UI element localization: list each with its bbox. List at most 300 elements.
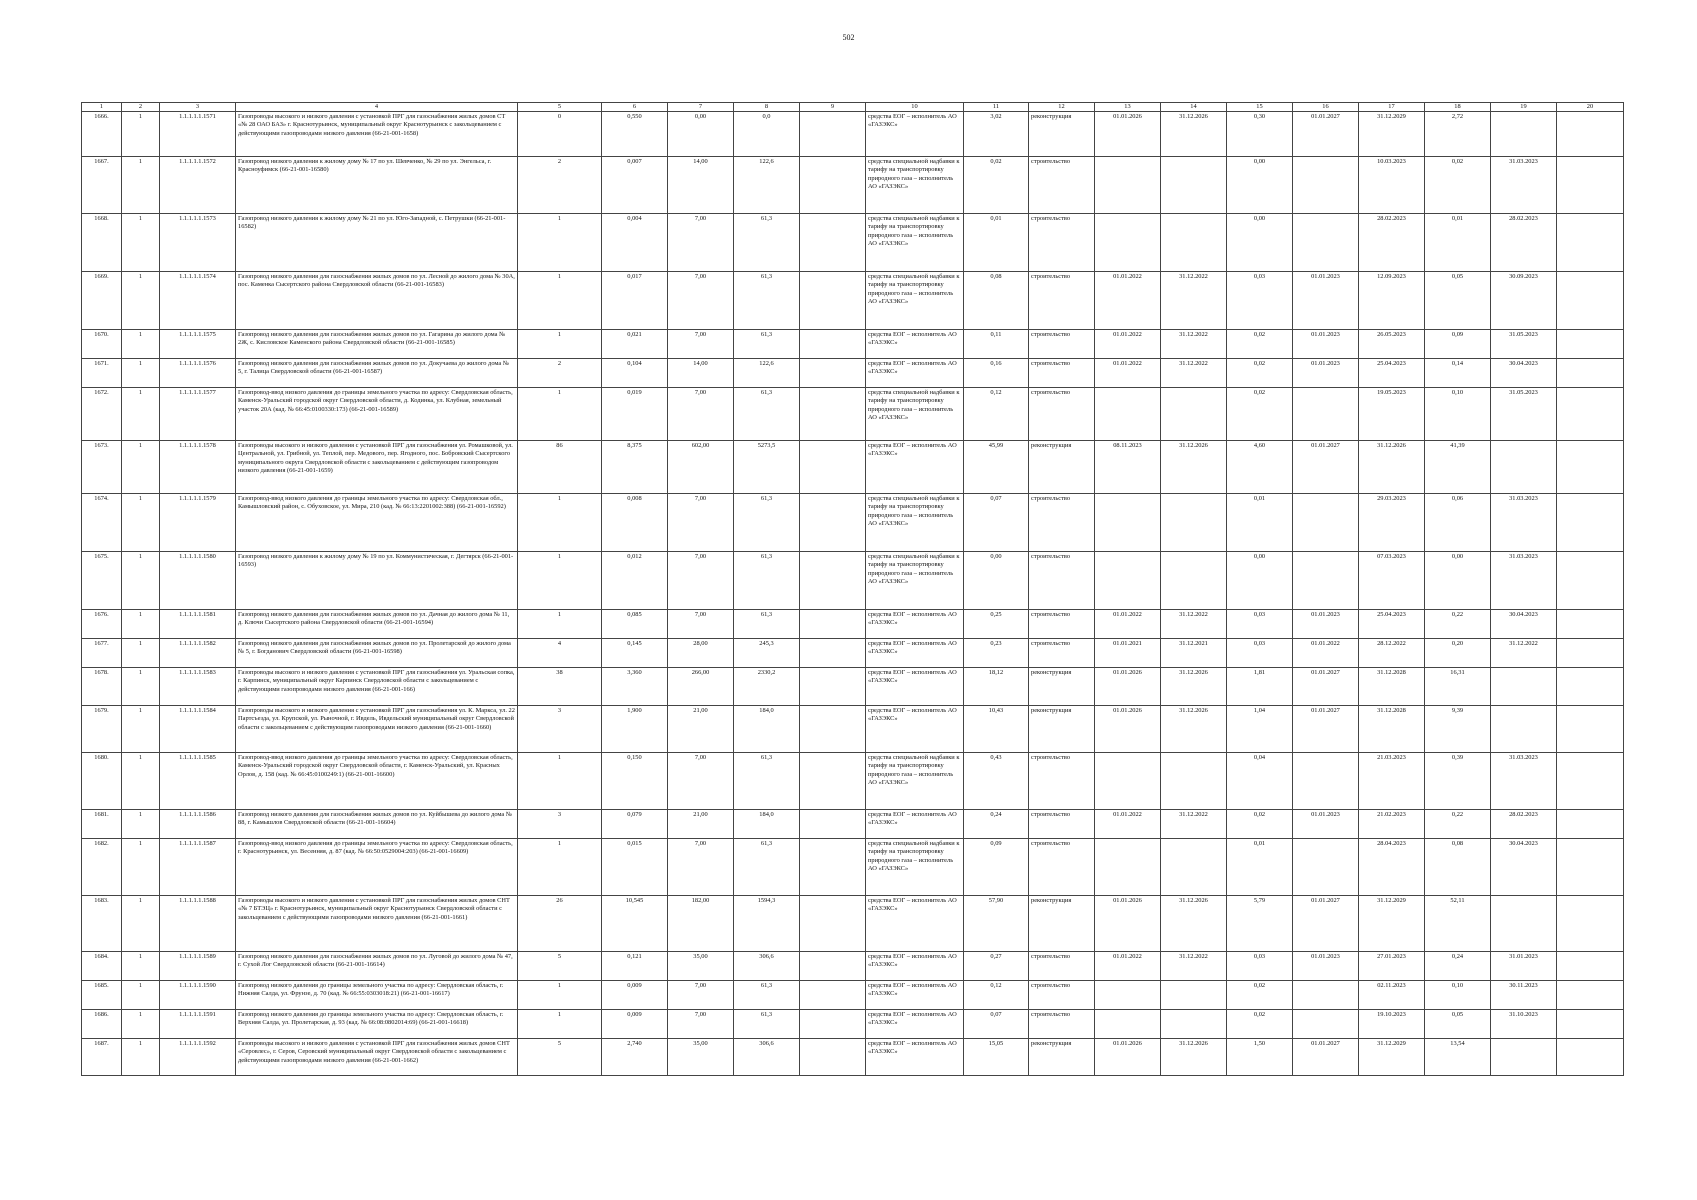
cell-c18: 0,05 bbox=[1425, 272, 1491, 330]
cell-c19 bbox=[1491, 112, 1557, 157]
table-row bbox=[82, 494, 1624, 552]
cell-c18: 0,08 bbox=[1425, 839, 1491, 896]
cell-number: 1673. bbox=[82, 441, 122, 494]
cell-c11: 45,99 bbox=[964, 441, 1029, 494]
cell-c6: 8,375 bbox=[602, 441, 668, 494]
cell-c8: 306,6 bbox=[734, 952, 800, 981]
cell-quantity: 1 bbox=[122, 896, 160, 952]
cell-funding-source: средства специальной надбавки к тарифу на транспортировку природного газа – исполнитель АО «ГАЗЭКС» bbox=[866, 157, 964, 214]
table-row bbox=[82, 441, 1624, 494]
cell-funding-source: средства ЕОГ – исполнитель АО «ГАЗЭКС» bbox=[866, 441, 964, 494]
cell-c8: 61,3 bbox=[734, 330, 800, 359]
cell-c9 bbox=[800, 981, 866, 1010]
cell-c7: 7,00 bbox=[668, 552, 734, 610]
cell-c5: 2 bbox=[518, 359, 602, 388]
cell-work-type: строительство bbox=[1029, 552, 1095, 610]
cell-c6: 0,150 bbox=[602, 753, 668, 810]
cell-c19: 31.10.2023 bbox=[1491, 1010, 1557, 1039]
cell-object-name: Газопровод-ввод низкого давления до границы земельного участка по адресу: Свердловская область, Каменск-Уральский городской округ Свердловской области, д. Кодинка, ул. Клубная, земельный участок 20А (кад. № 66:45:0100330:173) (66-21-001-16589) bbox=[236, 388, 518, 441]
cell-c20 bbox=[1557, 112, 1624, 157]
cell-quantity: 1 bbox=[122, 359, 160, 388]
cell-c6: 10,545 bbox=[602, 896, 668, 952]
cell-c17: 28.02.2023 bbox=[1359, 214, 1425, 272]
cell-quantity: 1 bbox=[122, 981, 160, 1010]
cell-c20 bbox=[1557, 639, 1624, 668]
table-row bbox=[82, 668, 1624, 706]
cell-code: 1.1.1.1.1.1576 bbox=[160, 359, 236, 388]
cell-start-date bbox=[1095, 214, 1161, 272]
cell-funding-source: средства ЕОГ – исполнитель АО «ГАЗЭКС» bbox=[866, 896, 964, 952]
cell-c17: 31.12.2028 bbox=[1359, 706, 1425, 753]
cell-c8: 184,0 bbox=[734, 810, 800, 839]
cell-c5: 3 bbox=[518, 810, 602, 839]
cell-number: 1684. bbox=[82, 952, 122, 981]
cell-quantity: 1 bbox=[122, 810, 160, 839]
cell-number: 1669. bbox=[82, 272, 122, 330]
cell-c9 bbox=[800, 214, 866, 272]
cell-number: 1676. bbox=[82, 610, 122, 639]
cell-c6: 2,740 bbox=[602, 1039, 668, 1076]
cell-c11: 0,00 bbox=[964, 552, 1029, 610]
cell-c20 bbox=[1557, 359, 1624, 388]
cell-c16 bbox=[1293, 1010, 1359, 1039]
cell-start-date: 01.01.2022 bbox=[1095, 272, 1161, 330]
cell-c15: 0,03 bbox=[1227, 639, 1293, 668]
cell-code: 1.1.1.1.1.1586 bbox=[160, 810, 236, 839]
cell-c8: 306,6 bbox=[734, 1039, 800, 1076]
cell-c9 bbox=[800, 388, 866, 441]
cell-c15: 0,02 bbox=[1227, 359, 1293, 388]
cell-c11: 0,11 bbox=[964, 330, 1029, 359]
cell-c17: 31.12.2026 bbox=[1359, 441, 1425, 494]
cell-number: 1682. bbox=[82, 839, 122, 896]
cell-quantity: 1 bbox=[122, 272, 160, 330]
cell-code: 1.1.1.1.1.1571 bbox=[160, 112, 236, 157]
cell-c6: 0,007 bbox=[602, 157, 668, 214]
cell-c18: 0,10 bbox=[1425, 388, 1491, 441]
cell-c15: 0,02 bbox=[1227, 1010, 1293, 1039]
cell-number: 1672. bbox=[82, 388, 122, 441]
cell-end-date bbox=[1161, 981, 1227, 1010]
cell-c9 bbox=[800, 112, 866, 157]
cell-c17: 10.03.2023 bbox=[1359, 157, 1425, 214]
cell-c19: 31.03.2023 bbox=[1491, 753, 1557, 810]
column-number-3: 3 bbox=[160, 103, 236, 112]
cell-funding-source: средства ЕОГ – исполнитель АО «ГАЗЭКС» bbox=[866, 359, 964, 388]
cell-funding-source: средства специальной надбавки к тарифу на транспортировку природного газа – исполнитель АО «ГАЗЭКС» bbox=[866, 839, 964, 896]
cell-c17: 28.04.2023 bbox=[1359, 839, 1425, 896]
cell-end-date bbox=[1161, 157, 1227, 214]
table-row bbox=[82, 1039, 1624, 1076]
cell-end-date: 31.12.2026 bbox=[1161, 441, 1227, 494]
cell-code: 1.1.1.1.1.1577 bbox=[160, 388, 236, 441]
cell-work-type: строительство bbox=[1029, 272, 1095, 330]
cell-c11: 0,02 bbox=[964, 157, 1029, 214]
cell-c19: 31.05.2023 bbox=[1491, 388, 1557, 441]
cell-quantity: 1 bbox=[122, 610, 160, 639]
cell-c7: 7,00 bbox=[668, 981, 734, 1010]
cell-number: 1681. bbox=[82, 810, 122, 839]
cell-c6: 0,009 bbox=[602, 981, 668, 1010]
cell-code: 1.1.1.1.1.1581 bbox=[160, 610, 236, 639]
column-number-18: 18 bbox=[1425, 103, 1491, 112]
cell-code: 1.1.1.1.1.1575 bbox=[160, 330, 236, 359]
cell-c5: 86 bbox=[518, 441, 602, 494]
cell-quantity: 1 bbox=[122, 388, 160, 441]
cell-start-date: 01.01.2026 bbox=[1095, 668, 1161, 706]
cell-start-date: 01.01.2026 bbox=[1095, 112, 1161, 157]
table-row bbox=[82, 359, 1624, 388]
cell-c18: 41,39 bbox=[1425, 441, 1491, 494]
cell-c6: 0,145 bbox=[602, 639, 668, 668]
cell-c5: 1 bbox=[518, 1010, 602, 1039]
cell-work-type: строительство bbox=[1029, 981, 1095, 1010]
cell-c8: 1594,3 bbox=[734, 896, 800, 952]
cell-c16: 01.01.2023 bbox=[1293, 272, 1359, 330]
table-row bbox=[82, 810, 1624, 839]
cell-object-name: Газопровод низкого давления до границы земельного участка по адресу: Свердловская область, г. Нижняя Салда, ул. Фрунзе, д. 70 (кад. № 66:55:0303018:21) (66-21-001-16617) bbox=[236, 981, 518, 1010]
cell-c18: 13,54 bbox=[1425, 1039, 1491, 1076]
cell-c20 bbox=[1557, 810, 1624, 839]
cell-c15: 5,79 bbox=[1227, 896, 1293, 952]
cell-end-date bbox=[1161, 214, 1227, 272]
cell-quantity: 1 bbox=[122, 639, 160, 668]
cell-c9 bbox=[800, 839, 866, 896]
cell-code: 1.1.1.1.1.1584 bbox=[160, 706, 236, 753]
cell-c18: 0,02 bbox=[1425, 157, 1491, 214]
cell-funding-source: средства специальной надбавки к тарифу на транспортировку природного газа – исполнитель АО «ГАЗЭКС» bbox=[866, 753, 964, 810]
cell-c18: 0,06 bbox=[1425, 494, 1491, 552]
cell-c20 bbox=[1557, 839, 1624, 896]
cell-object-name: Газопровод низкого давления к жилому дому № 17 по ул. Шевченко, № 29 по ул. Энгельса, г. Красноуфимск (66-21-001-16580) bbox=[236, 157, 518, 214]
cell-c15: 1,81 bbox=[1227, 668, 1293, 706]
cell-c7: 0,00 bbox=[668, 112, 734, 157]
cell-c8: 61,3 bbox=[734, 388, 800, 441]
cell-c5: 1 bbox=[518, 839, 602, 896]
cell-c19: 31.12.2022 bbox=[1491, 639, 1557, 668]
cell-c9 bbox=[800, 330, 866, 359]
cell-c7: 182,00 bbox=[668, 896, 734, 952]
cell-c8: 245,3 bbox=[734, 639, 800, 668]
cell-start-date bbox=[1095, 494, 1161, 552]
cell-funding-source: средства ЕОГ – исполнитель АО «ГАЗЭКС» bbox=[866, 981, 964, 1010]
cell-c20 bbox=[1557, 981, 1624, 1010]
cell-c15: 0,01 bbox=[1227, 839, 1293, 896]
cell-c11: 0,27 bbox=[964, 952, 1029, 981]
cell-c16: 01.01.2023 bbox=[1293, 330, 1359, 359]
cell-c19 bbox=[1491, 441, 1557, 494]
cell-code: 1.1.1.1.1.1574 bbox=[160, 272, 236, 330]
cell-c18: 0,24 bbox=[1425, 952, 1491, 981]
cell-c11: 0,23 bbox=[964, 639, 1029, 668]
table-row bbox=[82, 1010, 1624, 1039]
cell-c18: 52,11 bbox=[1425, 896, 1491, 952]
cell-number: 1685. bbox=[82, 981, 122, 1010]
cell-c16 bbox=[1293, 552, 1359, 610]
cell-c15: 0,00 bbox=[1227, 214, 1293, 272]
cell-c11: 0,09 bbox=[964, 839, 1029, 896]
cell-number: 1671. bbox=[82, 359, 122, 388]
cell-c5: 38 bbox=[518, 668, 602, 706]
cell-start-date bbox=[1095, 552, 1161, 610]
cell-c8: 61,3 bbox=[734, 753, 800, 810]
cell-c7: 7,00 bbox=[668, 214, 734, 272]
cell-c18: 0,09 bbox=[1425, 330, 1491, 359]
cell-c16 bbox=[1293, 981, 1359, 1010]
cell-code: 1.1.1.1.1.1580 bbox=[160, 552, 236, 610]
cell-quantity: 1 bbox=[122, 441, 160, 494]
cell-c6: 0,085 bbox=[602, 610, 668, 639]
cell-object-name: Газопровод-ввод низкого давления до границы земельного участка по адресу: Свердловская область, Каменск-Уральский городской округ Свердловской области, г. Каменск-Уральский, ул. Красных Орлов, д. 158 (кад. № 66:45:0100249:1) (66-21-001-16600) bbox=[236, 753, 518, 810]
cell-end-date bbox=[1161, 388, 1227, 441]
cell-c17: 25.04.2023 bbox=[1359, 610, 1425, 639]
cell-number: 1668. bbox=[82, 214, 122, 272]
cell-start-date: 01.01.2022 bbox=[1095, 330, 1161, 359]
cell-object-name: Газопровод-ввод низкого давления до границы земельного участка по адресу: Свердловская область, г. Краснотурьинск, ул. Весенняя, д. 87 (кад. № 66:50:0529004:203) (66-21-001-16609) bbox=[236, 839, 518, 896]
cell-quantity: 1 bbox=[122, 1010, 160, 1039]
column-number-14: 14 bbox=[1161, 103, 1227, 112]
cell-object-name: Газопровод низкого давления для газоснабжения жилых домов по ул. Луговой до жилого дома № 47, г. Сухой Лог Свердловской области (66-21-001-16614) bbox=[236, 952, 518, 981]
cell-c6: 0,550 bbox=[602, 112, 668, 157]
cell-c16: 01.01.2027 bbox=[1293, 668, 1359, 706]
cell-c5: 1 bbox=[518, 272, 602, 330]
cell-c18: 0,00 bbox=[1425, 552, 1491, 610]
cell-code: 1.1.1.1.1.1579 bbox=[160, 494, 236, 552]
table-row bbox=[82, 388, 1624, 441]
cell-c8: 5273,5 bbox=[734, 441, 800, 494]
column-number-13: 13 bbox=[1095, 103, 1161, 112]
cell-c16: 01.01.2023 bbox=[1293, 359, 1359, 388]
cell-c15: 0,02 bbox=[1227, 981, 1293, 1010]
cell-object-name: Газопровод низкого давления для газоснабжения жилых домов по ул. Куйбышева до жилого дома № 88, г. Камышлов Свердловской области (66-21-001-16604) bbox=[236, 810, 518, 839]
cell-start-date bbox=[1095, 157, 1161, 214]
cell-c19: 31.05.2023 bbox=[1491, 330, 1557, 359]
table-row bbox=[82, 214, 1624, 272]
cell-c15: 0,02 bbox=[1227, 810, 1293, 839]
cell-quantity: 1 bbox=[122, 330, 160, 359]
cell-c20 bbox=[1557, 388, 1624, 441]
cell-c16: 01.01.2023 bbox=[1293, 952, 1359, 981]
cell-c20 bbox=[1557, 952, 1624, 981]
cell-c16: 01.01.2022 bbox=[1293, 639, 1359, 668]
cell-quantity: 1 bbox=[122, 494, 160, 552]
cell-c9 bbox=[800, 157, 866, 214]
cell-start-date bbox=[1095, 1010, 1161, 1039]
cell-work-type: строительство bbox=[1029, 810, 1095, 839]
cell-quantity: 1 bbox=[122, 668, 160, 706]
cell-c20 bbox=[1557, 668, 1624, 706]
cell-c9 bbox=[800, 359, 866, 388]
cell-c20 bbox=[1557, 1010, 1624, 1039]
table-row bbox=[82, 112, 1624, 157]
cell-c17: 12.09.2023 bbox=[1359, 272, 1425, 330]
cell-c6: 3,360 bbox=[602, 668, 668, 706]
column-number-12: 12 bbox=[1029, 103, 1095, 112]
cell-code: 1.1.1.1.1.1572 bbox=[160, 157, 236, 214]
cell-code: 1.1.1.1.1.1588 bbox=[160, 896, 236, 952]
cell-c17: 31.12.2029 bbox=[1359, 112, 1425, 157]
cell-end-date: 31.12.2026 bbox=[1161, 706, 1227, 753]
cell-funding-source: средства ЕОГ – исполнитель АО «ГАЗЭКС» bbox=[866, 112, 964, 157]
cell-c5: 1 bbox=[518, 753, 602, 810]
cell-c17: 19.05.2023 bbox=[1359, 388, 1425, 441]
column-number-4: 4 bbox=[236, 103, 518, 112]
cell-c11: 0,01 bbox=[964, 214, 1029, 272]
cell-c5: 1 bbox=[518, 330, 602, 359]
cell-c20 bbox=[1557, 157, 1624, 214]
cell-c9 bbox=[800, 706, 866, 753]
cell-work-type: строительство bbox=[1029, 359, 1095, 388]
cell-c9 bbox=[800, 552, 866, 610]
cell-c9 bbox=[800, 610, 866, 639]
cell-c17: 27.01.2023 bbox=[1359, 952, 1425, 981]
cell-work-type: реконструкция bbox=[1029, 896, 1095, 952]
cell-c15: 0,02 bbox=[1227, 330, 1293, 359]
cell-c8: 61,3 bbox=[734, 272, 800, 330]
cell-c8: 61,3 bbox=[734, 214, 800, 272]
cell-c19: 30.04.2023 bbox=[1491, 610, 1557, 639]
cell-c6: 0,079 bbox=[602, 810, 668, 839]
column-number-10: 10 bbox=[866, 103, 964, 112]
table-row bbox=[82, 330, 1624, 359]
cell-code: 1.1.1.1.1.1585 bbox=[160, 753, 236, 810]
cell-c20 bbox=[1557, 610, 1624, 639]
cell-funding-source: средства специальной надбавки к тарифу на транспортировку природного газа – исполнитель АО «ГАЗЭКС» bbox=[866, 272, 964, 330]
cell-c9 bbox=[800, 272, 866, 330]
cell-c8: 122,6 bbox=[734, 359, 800, 388]
column-number-19: 19 bbox=[1491, 103, 1557, 112]
cell-c16: 01.01.2027 bbox=[1293, 441, 1359, 494]
cell-c7: 21,00 bbox=[668, 706, 734, 753]
cell-end-date: 31.12.2022 bbox=[1161, 330, 1227, 359]
column-number-6: 6 bbox=[602, 103, 668, 112]
cell-c19: 30.09.2023 bbox=[1491, 272, 1557, 330]
cell-work-type: строительство bbox=[1029, 494, 1095, 552]
cell-end-date: 31.12.2022 bbox=[1161, 272, 1227, 330]
cell-work-type: строительство bbox=[1029, 839, 1095, 896]
table-row bbox=[82, 981, 1624, 1010]
cell-c19: 31.01.2023 bbox=[1491, 952, 1557, 981]
column-number-1: 1 bbox=[82, 103, 122, 112]
cell-object-name: Газопроводы высокого и низкого давления с установкой ПРГ для газоснабжения жилых домов СНТ «Серовлес», г. Серов, Серовский муниципальный округ Свердловской области с закольцеванием с действующими газопроводами низкого давления (66-21-001-1662) bbox=[236, 1039, 518, 1076]
cell-c5: 1 bbox=[518, 388, 602, 441]
cell-c16: 01.01.2023 bbox=[1293, 610, 1359, 639]
cell-work-type: строительство bbox=[1029, 1010, 1095, 1039]
column-number-2: 2 bbox=[122, 103, 160, 112]
cell-c16 bbox=[1293, 753, 1359, 810]
cell-c7: 7,00 bbox=[668, 1010, 734, 1039]
cell-c18: 0,39 bbox=[1425, 753, 1491, 810]
cell-work-type: строительство bbox=[1029, 952, 1095, 981]
cell-number: 1680. bbox=[82, 753, 122, 810]
cell-c8: 61,3 bbox=[734, 981, 800, 1010]
cell-c7: 7,00 bbox=[668, 610, 734, 639]
cell-c19 bbox=[1491, 668, 1557, 706]
cell-work-type: строительство bbox=[1029, 330, 1095, 359]
cell-c7: 7,00 bbox=[668, 388, 734, 441]
cell-start-date bbox=[1095, 981, 1161, 1010]
cell-c15: 0,01 bbox=[1227, 494, 1293, 552]
cell-c17: 29.03.2023 bbox=[1359, 494, 1425, 552]
column-number-7: 7 bbox=[668, 103, 734, 112]
cell-c17: 31.12.2028 bbox=[1359, 668, 1425, 706]
cell-c19 bbox=[1491, 896, 1557, 952]
cell-work-type: строительство bbox=[1029, 388, 1095, 441]
cell-start-date: 01.01.2026 bbox=[1095, 706, 1161, 753]
cell-c19 bbox=[1491, 1039, 1557, 1076]
cell-c15: 0,02 bbox=[1227, 388, 1293, 441]
cell-funding-source: средства ЕОГ – исполнитель АО «ГАЗЭКС» bbox=[866, 1010, 964, 1039]
cell-c18: 0,10 bbox=[1425, 981, 1491, 1010]
cell-c19 bbox=[1491, 706, 1557, 753]
table-row bbox=[82, 706, 1624, 753]
cell-funding-source: средства ЕОГ – исполнитель АО «ГАЗЭКС» bbox=[866, 1039, 964, 1076]
cell-c16: 01.01.2027 bbox=[1293, 706, 1359, 753]
cell-c11: 0,12 bbox=[964, 388, 1029, 441]
cell-c8: 61,3 bbox=[734, 839, 800, 896]
cell-c11: 15,05 bbox=[964, 1039, 1029, 1076]
cell-c5: 1 bbox=[518, 494, 602, 552]
cell-c19: 31.03.2023 bbox=[1491, 157, 1557, 214]
cell-c6: 1,900 bbox=[602, 706, 668, 753]
cell-c17: 21.02.2023 bbox=[1359, 810, 1425, 839]
cell-c7: 28,00 bbox=[668, 639, 734, 668]
cell-c11: 0,07 bbox=[964, 494, 1029, 552]
column-number-16: 16 bbox=[1293, 103, 1359, 112]
cell-c6: 0,104 bbox=[602, 359, 668, 388]
cell-c20 bbox=[1557, 753, 1624, 810]
cell-c6: 0,004 bbox=[602, 214, 668, 272]
cell-object-name: Газопровод низкого давления к жилому дому № 19 по ул. Коммунистическая, г. Дегтярск (66-21-001-16593) bbox=[236, 552, 518, 610]
column-number-9: 9 bbox=[800, 103, 866, 112]
cell-c6: 0,121 bbox=[602, 952, 668, 981]
column-number-17: 17 bbox=[1359, 103, 1425, 112]
cell-c6: 0,021 bbox=[602, 330, 668, 359]
cell-number: 1683. bbox=[82, 896, 122, 952]
cell-end-date: 31.12.2026 bbox=[1161, 668, 1227, 706]
cell-c17: 07.03.2023 bbox=[1359, 552, 1425, 610]
column-number-15: 15 bbox=[1227, 103, 1293, 112]
cell-work-type: реконструкция bbox=[1029, 441, 1095, 494]
cell-c19: 30.11.2023 bbox=[1491, 981, 1557, 1010]
cell-c8: 122,6 bbox=[734, 157, 800, 214]
cell-c8: 61,3 bbox=[734, 494, 800, 552]
cell-c19: 28.02.2023 bbox=[1491, 810, 1557, 839]
cell-end-date bbox=[1161, 552, 1227, 610]
table-row bbox=[82, 610, 1624, 639]
cell-c20 bbox=[1557, 494, 1624, 552]
cell-c16 bbox=[1293, 839, 1359, 896]
cell-number: 1667. bbox=[82, 157, 122, 214]
cell-c11: 18,12 bbox=[964, 668, 1029, 706]
cell-object-name: Газопроводы высокого и низкого давления с установкой ПРГ для газоснабжения жилых домов СТ «№ 28 ОАО БАЗ» г. Краснотурьинск, муниципальный округ Краснотурьинск с закольцеванием с действующими газопроводами низкого давления (66-21-001-1658) bbox=[236, 112, 518, 157]
cell-object-name: Газопровод низкого давления до границы земельного участка по адресу: Свердловская область, г. Верхняя Салда, ул. Пролетарская, д. 93 (кад. № 66:08:0802014:69) (66-21-001-16618) bbox=[236, 1010, 518, 1039]
cell-end-date: 31.12.2021 bbox=[1161, 639, 1227, 668]
cell-code: 1.1.1.1.1.1592 bbox=[160, 1039, 236, 1076]
cell-funding-source: средства специальной надбавки к тарифу на транспортировку природного газа – исполнитель АО «ГАЗЭКС» bbox=[866, 214, 964, 272]
cell-number: 1675. bbox=[82, 552, 122, 610]
cell-end-date: 31.12.2022 bbox=[1161, 359, 1227, 388]
column-number-8: 8 bbox=[734, 103, 800, 112]
cell-object-name: Газопровод низкого давления для газоснабжения жилых домов по ул. Докучаева до жилого дома № 5, г. Талица Свердловской области (66-21-001-16587) bbox=[236, 359, 518, 388]
cell-work-type: строительство bbox=[1029, 639, 1095, 668]
cell-start-date: 01.01.2022 bbox=[1095, 810, 1161, 839]
cell-start-date bbox=[1095, 753, 1161, 810]
cell-c17: 31.12.2029 bbox=[1359, 896, 1425, 952]
cell-end-date bbox=[1161, 839, 1227, 896]
cell-funding-source: средства ЕОГ – исполнитель АО «ГАЗЭКС» bbox=[866, 706, 964, 753]
cell-c11: 0,07 bbox=[964, 1010, 1029, 1039]
